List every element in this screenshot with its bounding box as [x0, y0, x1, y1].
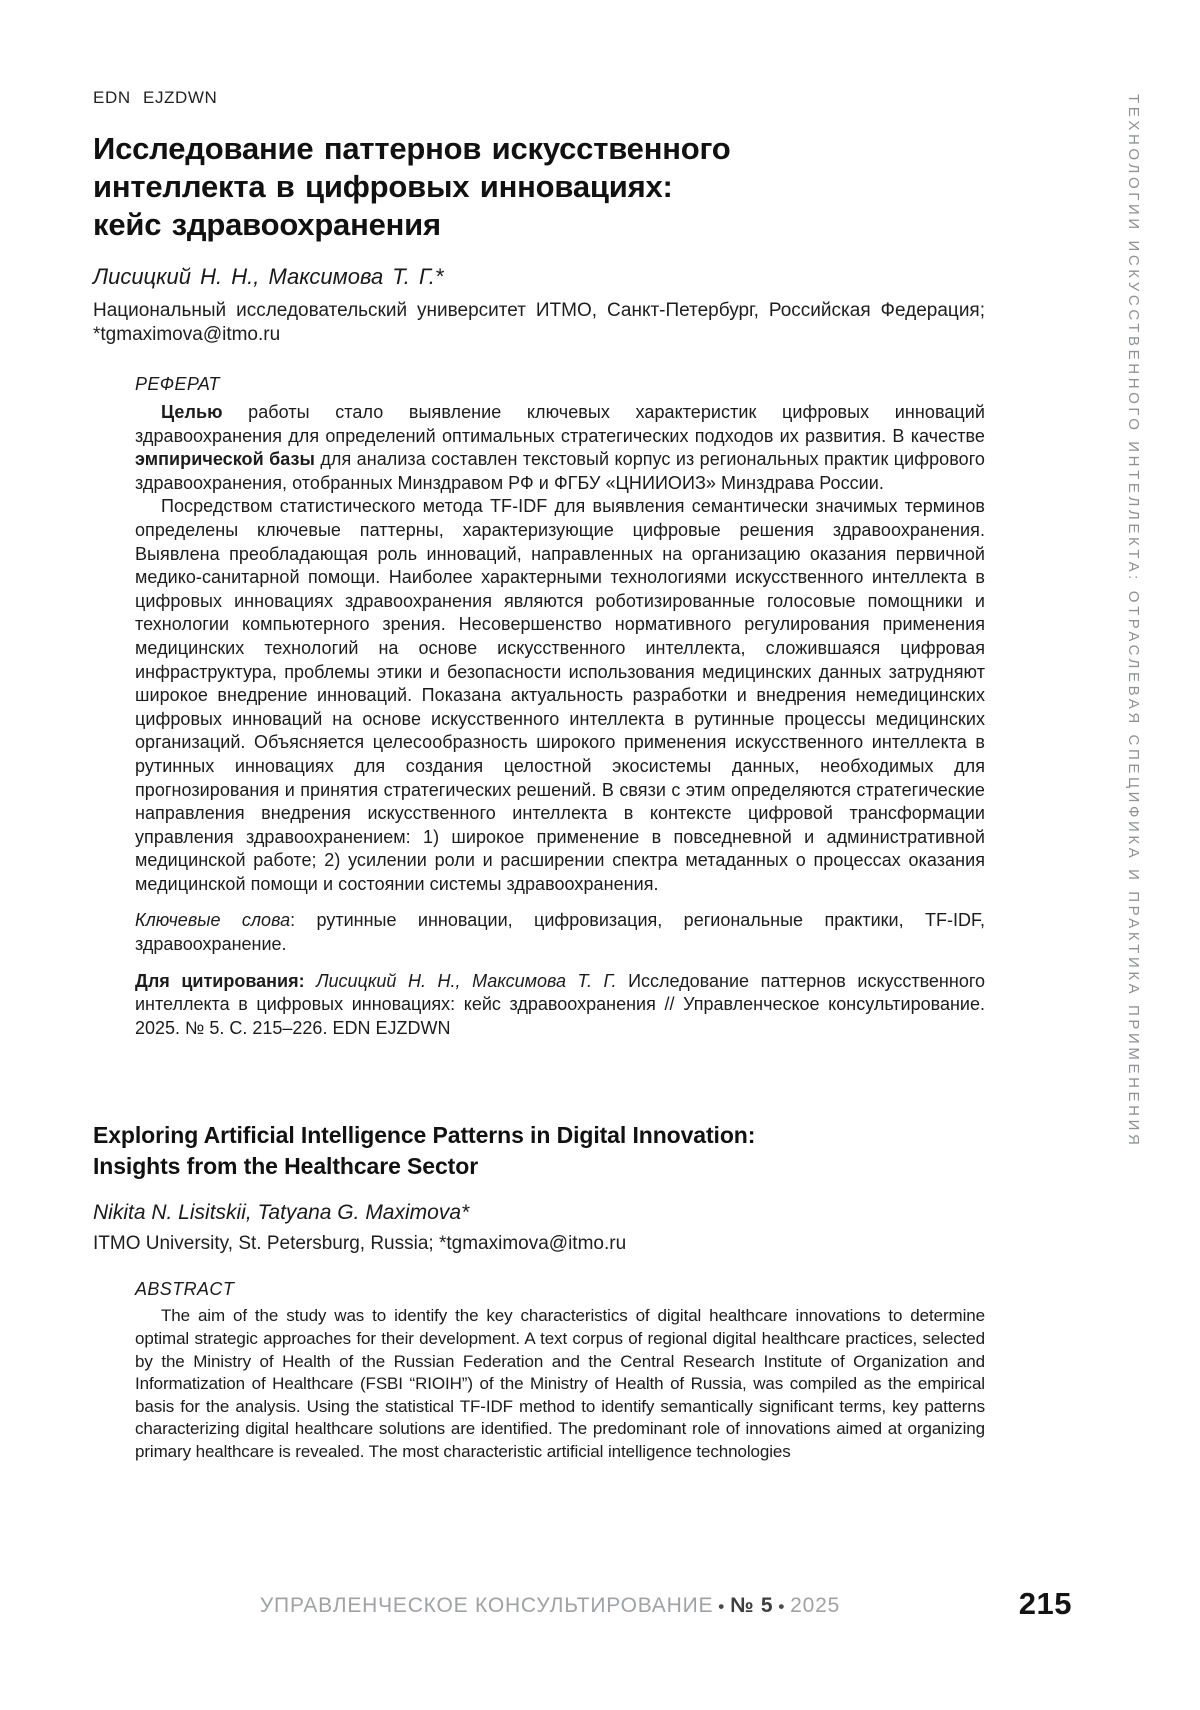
article-title-ru: [93, 130, 985, 244]
article-title-en: [93, 1120, 985, 1182]
citation-text-ru: Исследование паттернов искусственного интеллекта в цифровых инновациях: кейс здравоохранения // Управленческое консультирование. 2025. № 5. С. 215–226. EDN EJZDWN: [135, 970, 986, 1038]
abstract-en-paragraph: The aim of the study was to identify the key characteristics of digital healthcare innovations to determine optimal strategic approaches for their development. A text corpus of regional digital healthcare practices, selected by the Ministry of Health of the Russian Federation and the Central Research Institute of Organization and Informatization of Healthcare (FSBI “RIOIH”) of the Ministry of Health of Russia, was compiled as the empirical basis for the analysis. Using the statistical TF-IDF method to identify semantically significant terms, key patterns characterizing digital healthcare solutions are identified. The predominant role of innovations aimed at organizing primary healthcare is revealed. The most characteristic artificial intelligence technologies: [135, 1306, 985, 1461]
affiliation-en: ITMO University, St. Petersburg, Russia; *tgmaximova@itmo.ru: [93, 1233, 627, 1255]
citation-ru: [135, 970, 985, 1041]
citation-label-ru: Для цитирования:: [135, 970, 305, 991]
journal-footer-line: [150, 1594, 950, 1618]
article-title-ru-line-3: кейс здравоохранения: [93, 207, 441, 242]
abstract-ru-paragraph-2: Посредством статистического метода TF-IDF для выявления семантически значимых терминов определены ключевые паттерны, характеризующие цифровые решения здравоохранения. Выявлена преобладающая роль инноваций, направленных на организацию оказания первичной медико-санитарной помощи. Наиболее характерными технологиями искусственного интеллекта в цифровых инновациях здравоохранения являются роботизированные голосовые помощники и технологии компьютерного зрения. Несовершенство нормативного регулирования применения медицинских технологий на основе искусственного интеллекта, сложившаяся цифровая инфраструктура, проблемы этики и безопасности использования медицинских данных затрудняют широкое внедрение инноваций. Показана актуальность разработки и внедрения немедицинских цифровых инноваций на основе искусственного интеллекта в рутинные процессы медицинских организаций. Объясняется целесообразность широкого применения искусственного интеллекта в рутинных инновациях для создания целостной экосистемы данных, необходимых для прогнозирования и принятия стратегических решений. В связи с этим определяются стратегические направления внедрения искусственного интеллекта в контексте цифровой трансформации управления здравоохранением: 1) широкое применение в повседневной и административной медицинской работе; 2) усилении роли и расширении спектра метаданных о процессах оказания медицинской помощи и состоянии системы здравоохранения.: [135, 496, 985, 894]
abstract-label-ru: РЕФЕРАТ: [135, 374, 220, 394]
article-title-en-line-1: Exploring Artificial Intelligence Patterns in Digital Innovation:: [93, 1122, 756, 1149]
abstract-ru-bold-aim: Целью: [161, 402, 223, 422]
authors-ru: Лисицкий Н. Н., Максимова Т. Г.*: [93, 264, 444, 289]
edn-code: EDN EJZDWN: [93, 88, 218, 107]
keywords-text-ru: : рутинные инновации, цифровизация, региональные практики, TF-IDF, здравоохранение.: [135, 910, 985, 955]
section-heading-vertical: ТЕХНОЛОГИИ ИСКУССТВЕННОГО ИНТЕЛЛЕКТА: ОТРАСЛЕВАЯ СПЕЦИФИКА И ПРАКТИКА ПРИМЕНЕНИЯ: [1125, 94, 1142, 1149]
abstract-block-en: [135, 1279, 985, 1463]
footer-year: 2025: [790, 1594, 841, 1617]
abstract-ru-bold-empirical-base: эмпирической базы: [135, 449, 315, 470]
abstract-ru-paragraph-1: [135, 401, 985, 495]
article-title-ru-line-1: Исследование паттернов искусственного: [93, 131, 731, 166]
keywords-label-ru: Ключевые слова: [135, 910, 291, 931]
abstract-ru-text-2: для анализа составлен текстовый корпус из региональных практик цифрового здравоохранения, отобранных Минздравом РФ и ФГБУ «ЦНИИОИЗ» Минздрава России.: [135, 449, 985, 493]
abstract-label-en: ABSTRACT: [135, 1279, 235, 1300]
english-section: [93, 1120, 985, 1463]
footer-separator-2: •: [778, 1597, 786, 1616]
keywords-ru: [135, 909, 985, 956]
article-column: [93, 0, 985, 1464]
article-title-ru-line-2: интеллекта в цифровых инновациях:: [93, 169, 673, 204]
footer-separator-1: •: [718, 1597, 726, 1616]
footer-issue-number: № 5: [730, 1594, 774, 1617]
abstract-block-ru: [135, 374, 985, 1040]
citation-authors-ru: Лисицкий Н. Н., Максимова Т. Г.: [304, 970, 629, 991]
article-title-en-line-2: Insights from the Healthcare Sector: [93, 1153, 479, 1180]
page-number: 215: [1018, 1586, 1072, 1621]
abstract-ru-text-1: работы стало выявление ключевых характеристик цифровых инноваций здравоохранения для определений оптимальных стратегических подходов их развития. В качестве: [135, 402, 985, 446]
affiliation-ru: Национальный исследовательский университет ИТМО, Санкт-Петербург, Российская Федерация; *tgmaximova@itmo.ru: [93, 300, 985, 345]
footer-journal-name: УПРАВЛЕНЧЕСКОЕ КОНСУЛЬТИРОВАНИЕ: [259, 1594, 714, 1617]
authors-en: Nikita N. Lisitskii, Tatyana G. Maximova*: [93, 1201, 470, 1225]
